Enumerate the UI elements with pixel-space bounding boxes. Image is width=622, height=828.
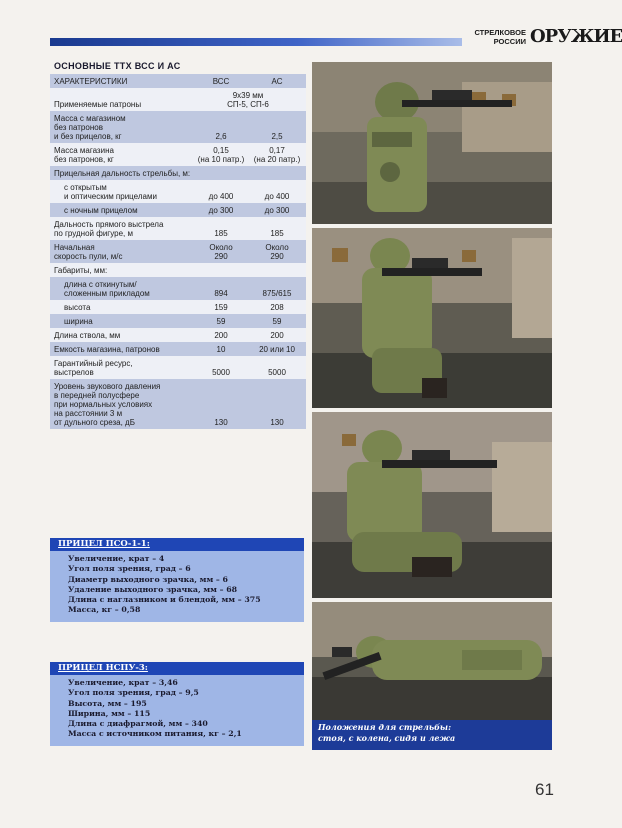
spec-row <box>50 203 306 217</box>
spec-value-as: 185 <box>270 229 284 238</box>
nspu-spec-line: Длина с диафрагмой, мм – 340 <box>68 719 208 729</box>
spec-value-vss: 200 <box>214 331 228 340</box>
specs-table <box>50 74 306 429</box>
pso-box-header <box>50 538 304 551</box>
photo-sitting <box>312 412 552 598</box>
nspu-spec-line: Ширина, мм – 115 <box>68 708 151 718</box>
spec-value-merged: 9х39 мм СП-5, СП-6 <box>227 91 269 109</box>
spec-value-as: 130 <box>270 418 284 427</box>
spec-label: Габариты, мм: <box>54 266 108 275</box>
spec-value-as: до 300 <box>264 206 290 215</box>
spec-row <box>50 180 306 203</box>
photo-prone <box>312 602 552 720</box>
spec-value-vss: 0,15 (на 10 патр.) <box>197 146 245 164</box>
spec-row <box>50 143 306 166</box>
spec-row <box>50 356 306 379</box>
spec-value-vss: 2,6 <box>215 132 227 141</box>
magazine-logo <box>468 26 622 52</box>
spec-label: с ночным прицелом <box>64 206 138 215</box>
spec-value-vss: 130 <box>214 418 228 427</box>
nspu-spec-line: Высота, мм – 195 <box>68 698 147 708</box>
spec-row <box>50 240 306 263</box>
page-number: 61 <box>535 780 554 799</box>
nspu-spec-line: Угол поля зрения, град – 9,5 <box>68 688 199 698</box>
pso-spec-line: Угол поля зрения, град – 6 <box>68 564 191 574</box>
spec-label: Прицельная дальность стрельбы, м: <box>54 169 191 178</box>
spec-label: Дальность прямого выстрела по грудной фигуре, м <box>54 220 164 238</box>
spec-value-vss: 894 <box>214 289 228 298</box>
spec-row <box>50 328 306 342</box>
photo-standing <box>312 62 552 224</box>
spec-label: Уровень звукового давления в передней полусфере при нормальных условиях на расстоянии 3 м от дульного среза, дБ <box>54 382 161 427</box>
spec-row <box>50 379 306 429</box>
photo-caption <box>312 720 552 750</box>
pso-box-body <box>50 551 304 622</box>
col-header-vss: ВСС <box>212 77 230 86</box>
spec-value-as: 2,5 <box>271 132 283 141</box>
logo-subtitle <box>468 28 526 46</box>
nspu-scope-box <box>50 662 304 746</box>
spec-label: высота <box>64 303 91 312</box>
spec-value-as: до 400 <box>264 192 290 201</box>
nspu-box-title: ПРИЦЕЛ НСПУ-3: <box>58 663 148 673</box>
header-bar <box>50 38 462 46</box>
spec-row <box>50 277 306 300</box>
specs-title: ОСНОВНЫЕ ТТХ ВСС И АС <box>54 61 181 71</box>
spec-value-vss: до 300 <box>208 206 234 215</box>
spec-value-vss: Около 290 <box>209 243 233 261</box>
spec-row <box>50 314 306 328</box>
spec-value-as: 875/615 <box>262 289 292 298</box>
spec-value-as: 0,17 (на 20 патр.) <box>253 146 301 164</box>
pso-scope-box <box>50 538 304 622</box>
spec-value-as: Около 290 <box>265 243 289 261</box>
spec-label: Начальная скорость пули, м/с <box>54 243 123 261</box>
spec-row <box>50 217 306 240</box>
nspu-spec-line: Увеличение, крат – 3,46 <box>68 678 178 687</box>
spec-label: Применяемые патроны <box>54 100 142 109</box>
spec-value-as: 200 <box>270 331 284 340</box>
col-header-characteristics: ХАРАКТЕРИСТИКИ <box>54 77 128 86</box>
spec-label: ширина <box>64 317 93 326</box>
spec-value-vss: до 400 <box>208 192 234 201</box>
logo-line-1: СТРЕЛКОВОЕ <box>474 28 526 37</box>
nspu-box-body <box>50 675 304 746</box>
spec-value-vss: 59 <box>216 317 226 326</box>
spec-value-as: 5000 <box>268 368 286 377</box>
pso-box-title: ПРИЦЕЛ ПСО-1-1: <box>58 539 150 549</box>
spec-value-as: 20 или 10 <box>259 345 295 354</box>
spec-value-as: 208 <box>270 303 284 312</box>
spec-label: Длина ствола, мм <box>54 331 121 340</box>
pso-spec-line: Диаметр выходного зрачка, мм – 6 <box>68 574 228 584</box>
spec-value-as: 59 <box>272 317 282 326</box>
specs-header-row <box>50 74 306 88</box>
spec-label: Масса магазина без патронов, кг <box>54 146 114 164</box>
nspu-box-header <box>50 662 304 675</box>
nspu-spec-line: Масса с источником питания, кг – 2,1 <box>68 729 242 739</box>
logo-title: ОРУЖИЕ <box>530 26 622 47</box>
spec-row <box>50 166 306 180</box>
col-header-as: АС <box>271 77 283 86</box>
spec-row <box>50 263 306 277</box>
spec-value-vss: 185 <box>214 229 228 238</box>
spec-value-vss: 10 <box>216 345 226 354</box>
spec-label: длина с откинутым/ сложенным прикладом <box>64 280 150 298</box>
photo-kneeling <box>312 228 552 408</box>
spec-value-vss: 159 <box>214 303 228 312</box>
pso-spec-line: Увеличение, крат – 4 <box>68 554 165 563</box>
spec-label: Гарантийный ресурс, выстрелов <box>54 359 133 377</box>
spec-label: Масса с магазином без патронов и без прицелов, кг <box>54 114 126 141</box>
spec-row <box>50 342 306 356</box>
spec-row <box>50 88 306 111</box>
spec-row <box>50 111 306 143</box>
logo-line-2: РОССИИ <box>493 37 526 46</box>
caption-line-2: стоя, с колена, сидя и лежа <box>318 733 456 743</box>
spec-label: с открытым и оптическим прицелами <box>64 183 157 201</box>
spec-row <box>50 300 306 314</box>
spec-label: Емкость магазина, патронов <box>54 345 160 354</box>
pso-spec-line: Длина с наглазником и блендой, мм – 375 <box>68 595 261 605</box>
pso-spec-line: Удаление выходного зрачка, мм – 68 <box>68 584 238 594</box>
spec-value-vss: 5000 <box>212 368 230 377</box>
caption-line-1: Положения для стрельбы: <box>318 722 452 732</box>
pso-spec-line: Масса, кг – 0,58 <box>68 605 141 615</box>
